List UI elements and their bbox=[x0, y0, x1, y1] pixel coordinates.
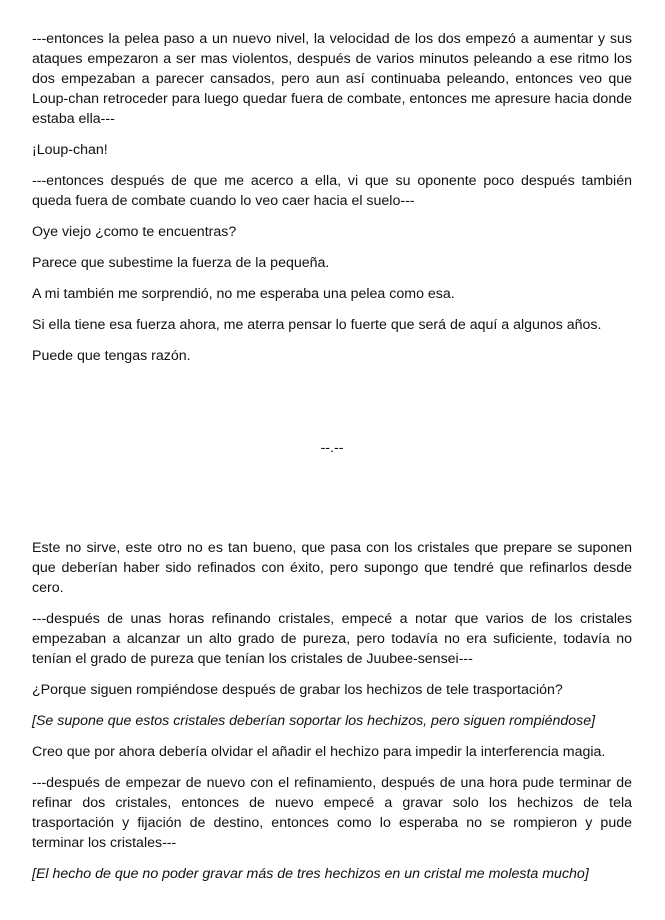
dialogue-line: Creo que por ahora debería olvidar el añadir el hechizo para impedir la interferencia magia. bbox=[32, 744, 606, 760]
dialogue-line: Parece que subestime la fuerza de la pequeña. bbox=[32, 255, 330, 271]
dialogue-line: ¿Porque siguen rompiéndose después de grabar los hechizos de tele trasportación? bbox=[32, 682, 563, 698]
dialogue-line: ¡Loup-chan! bbox=[32, 142, 108, 158]
narration-paragraph: ---entonces después de que me acerco a ella, vi que su oponente poco después también queda fuera de combate cuando lo veo caer hacia el suelo--- bbox=[32, 173, 632, 209]
thought-line: [Se supone que estos cristales deberían soportar los hechizos, pero siguen rompiéndose] bbox=[32, 713, 596, 729]
dialogue-paragraph: Este no sirve, este otro no es tan bueno, que pasa con los cristales que prepare se suponen que deberían haber sido refinados con éxito, pero supongo que tendré que refinarlos desde cero. bbox=[32, 540, 632, 596]
narration-paragraph: ---después de empezar de nuevo con el refinamiento, después de una hora pude terminar de refinar dos cristales, entonces de nuevo empecé a gravar solo los hechizos de tela trasportación y fijación de destino, entonces como lo esperaba no se rompieron y pude terminar los cristales--- bbox=[32, 775, 632, 851]
document-page bbox=[32, 29, 632, 895]
dialogue-line: A mi también me sorprendió, no me esperaba una pelea como esa. bbox=[32, 286, 455, 302]
dialogue-line: Si ella tiene esa fuerza ahora, me aterra pensar lo fuerte que será de aquí a algunos años. bbox=[32, 317, 602, 333]
dialogue-line: Oye viejo ¿como te encuentras? bbox=[32, 224, 237, 240]
dialogue-line: Puede que tengas razón. bbox=[32, 348, 191, 364]
scene-separator: --.-- bbox=[320, 440, 344, 456]
narration-paragraph: ---entonces la pelea paso a un nuevo nivel, la velocidad de los dos empezó a aumentar y sus ataques empezaron a ser mas violentos, después de varios minutos peleando a ese ritmo los dos empezaban a parecer cansados, pero aun así continuaba peleando, entonces veo que Loup-chan retroceder para luego quedar fuera de combate, entonces me apresure hacia donde estaba ella--- bbox=[32, 31, 632, 127]
narration-paragraph: ---después de unas horas refinando cristales, empecé a notar que varios de los cristales empezaban a alcanzar un alto grado de pureza, pero todavía no era suficiente, todavía no tenían el grado de pureza que tenían los cristales de Juubee-sensei--- bbox=[32, 611, 632, 667]
thought-line: [El hecho de que no poder gravar más de tres hechizos en un cristal me molesta mucho] bbox=[32, 866, 589, 882]
